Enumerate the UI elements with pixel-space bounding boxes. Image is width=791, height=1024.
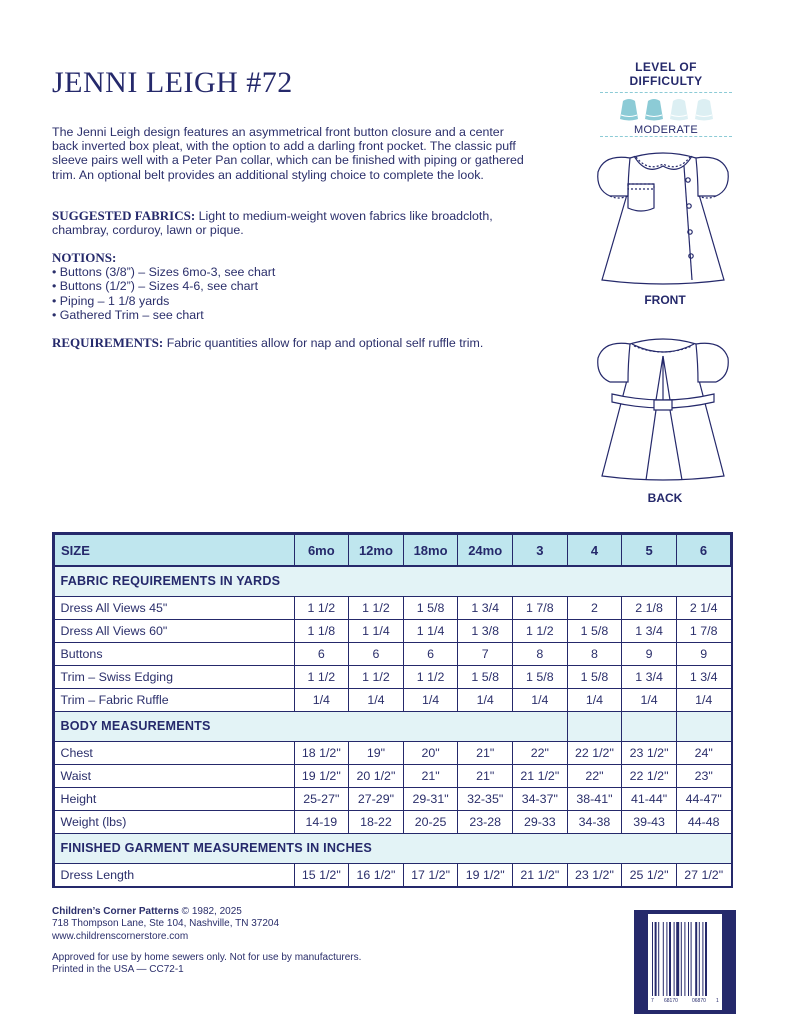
- table-cell: 1/4: [458, 688, 513, 711]
- table-cell: 8: [513, 642, 568, 665]
- notions: [52, 251, 452, 322]
- barcode-digit-right: 1: [716, 998, 719, 1004]
- table-cell: 20-25: [403, 810, 458, 833]
- table-cell: 23 1/2": [622, 741, 677, 764]
- table-cell: 1 3/4: [458, 596, 513, 619]
- table-cell: 1/4: [676, 688, 731, 711]
- back-view-illustration: [590, 330, 736, 486]
- barcode-digits-1: 68170: [664, 998, 678, 1004]
- table-cell: 1 5/8: [567, 665, 622, 688]
- section-title: BODY MEASUREMENTS: [54, 711, 567, 741]
- row-label: Chest: [54, 741, 294, 764]
- table-row: [54, 741, 731, 764]
- table-cell: 1 1/2: [349, 665, 404, 688]
- thimble-filled-icon: [643, 97, 665, 123]
- table-cell: 32-35": [458, 787, 513, 810]
- table-cell: 2 1/4: [676, 596, 731, 619]
- row-label: Trim – Fabric Ruffle: [54, 688, 294, 711]
- table-cell: 6: [349, 642, 404, 665]
- table-cell: 8: [567, 642, 622, 665]
- table-row: [54, 787, 731, 810]
- table-cell: 6: [403, 642, 458, 665]
- table-cell: 22": [513, 741, 568, 764]
- suggested-fabrics-label: SUGGESTED FABRICS:: [52, 208, 196, 223]
- table-cell: 44-48: [676, 810, 731, 833]
- table-cell: 2: [567, 596, 622, 619]
- notion-item: • Buttons (3/8”) – Sizes 6mo-3, see chart: [52, 265, 276, 280]
- address: 718 Thompson Lane, Ste 104, Nashville, TN 37204: [52, 918, 280, 930]
- copyright: © 1982, 2025: [178, 906, 242, 917]
- row-label: Buttons: [54, 642, 294, 665]
- table-cell: 25 1/2": [622, 863, 677, 886]
- size-column-header: 18mo: [403, 534, 458, 566]
- table-cell: 1 7/8: [676, 619, 731, 642]
- notion-item: • Piping – 1 1/8 yards: [52, 293, 170, 308]
- table-cell: 1 5/8: [458, 665, 513, 688]
- requirements: [52, 336, 532, 350]
- size-column-header: 5: [622, 534, 677, 566]
- table-row: [54, 596, 731, 619]
- table-cell: 22 1/2": [567, 741, 622, 764]
- table-cell: 44-47": [676, 787, 731, 810]
- table-cell: 23 1/2": [567, 863, 622, 886]
- table-cell: 21 1/2": [513, 764, 568, 787]
- table-cell: 19 1/2": [294, 764, 349, 787]
- back-view-label: BACK: [647, 491, 683, 505]
- row-label: Dress All Views 60": [54, 619, 294, 642]
- table-cell: 20": [403, 741, 458, 764]
- barcode-digit-left: 7: [651, 998, 654, 1004]
- table-cell: 1 1/2: [513, 619, 568, 642]
- table-cell: 14-19: [294, 810, 349, 833]
- usage-notice: Approved for use by home sewers only. Not for use by manufacturers.: [52, 951, 362, 963]
- size-column-header: 12mo: [349, 534, 404, 566]
- difficulty-heading: LEVEL OF DIFFICULTY: [629, 60, 703, 88]
- size-header: SIZE: [54, 534, 294, 566]
- table-cell: 9: [676, 642, 731, 665]
- section-blank-cell: [567, 711, 622, 741]
- table-cell: 18-22: [349, 810, 404, 833]
- table-cell: 25-27": [294, 787, 349, 810]
- difficulty-rating: [598, 60, 734, 137]
- table-row: [54, 619, 731, 642]
- table-cell: 1 3/4: [622, 665, 677, 688]
- table-cell: 1 1/4: [403, 619, 458, 642]
- table-row: [54, 863, 731, 886]
- row-label: Waist: [54, 764, 294, 787]
- section-header-row: [54, 566, 731, 596]
- table-cell: 1 5/8: [513, 665, 568, 688]
- row-label: Dress All Views 45": [54, 596, 294, 619]
- size-column-header: 3: [513, 534, 568, 566]
- table-cell: 1 1/2: [294, 596, 349, 619]
- table-cell: 23-28: [458, 810, 513, 833]
- difficulty-rule: [600, 92, 732, 93]
- requirements-text: Fabric quantities allow for nap and optional self ruffle trim.: [166, 336, 484, 350]
- table-cell: 9: [622, 642, 677, 665]
- notions-label: NOTIONS:: [52, 250, 117, 265]
- table-cell: 38-41": [567, 787, 622, 810]
- table-cell: 18 1/2": [294, 741, 349, 764]
- size-column-header: 6mo: [294, 534, 349, 566]
- table-cell: 34-37": [513, 787, 568, 810]
- thimble-filled-icon: [618, 97, 640, 123]
- table-cell: 1/4: [349, 688, 404, 711]
- pattern-title: JENNI LEIGH #72: [52, 66, 293, 99]
- size-header-row: [54, 534, 731, 566]
- section-blank-cell: [676, 711, 731, 741]
- table-cell: 2 1/8: [622, 596, 677, 619]
- table-cell: 1 3/4: [622, 619, 677, 642]
- notion-item: • Buttons (1/2”) – Sizes 4-6, see chart: [52, 279, 259, 294]
- front-view-label: FRONT: [644, 293, 686, 307]
- table-row: [54, 764, 731, 787]
- section-title: FINISHED GARMENT MEASUREMENTS IN INCHES: [54, 833, 731, 863]
- row-label: Height: [54, 787, 294, 810]
- size-column-header: 4: [567, 534, 622, 566]
- section-header-row: [54, 833, 731, 863]
- difficulty-level: MODERATE: [634, 124, 698, 136]
- thimble-empty-icon: [693, 97, 715, 123]
- table-cell: 1/4: [513, 688, 568, 711]
- table-cell: 21": [458, 764, 513, 787]
- table-cell: 1/4: [622, 688, 677, 711]
- table-cell: 16 1/2": [349, 863, 404, 886]
- table-cell: 27-29": [349, 787, 404, 810]
- footer: [52, 906, 361, 976]
- table-cell: 6: [294, 642, 349, 665]
- table-cell: 22": [567, 764, 622, 787]
- website: www.childrenscornerstore.com: [52, 930, 189, 942]
- company-name: Children’s Corner Patterns: [52, 906, 179, 917]
- table-cell: 1 1/2: [403, 665, 458, 688]
- table-cell: 1 5/8: [567, 619, 622, 642]
- table-cell: 27 1/2": [676, 863, 731, 886]
- table-cell: 15 1/2": [294, 863, 349, 886]
- table-cell: 21": [403, 764, 458, 787]
- thimble-scale: [598, 97, 734, 123]
- table-cell: 1 7/8: [513, 596, 568, 619]
- table-cell: 29-31": [403, 787, 458, 810]
- suggested-fabrics: [52, 209, 522, 237]
- table-cell: 1 1/4: [349, 619, 404, 642]
- print-info: Printed in the USA — CC72-1: [52, 964, 184, 976]
- table-cell: 34-38: [567, 810, 622, 833]
- notion-item: • Gathered Trim – see chart: [52, 307, 204, 322]
- front-view-illustration: [590, 132, 736, 290]
- size-column-header: 24mo: [458, 534, 513, 566]
- row-label: Trim – Swiss Edging: [54, 665, 294, 688]
- table-cell: 19 1/2": [458, 863, 513, 886]
- table-cell: 1 3/4: [676, 665, 731, 688]
- row-label: Dress Length: [54, 863, 294, 886]
- requirements-label: REQUIREMENTS:: [52, 335, 164, 350]
- table-row: [54, 665, 731, 688]
- table-cell: 1 1/2: [294, 665, 349, 688]
- barcode: [634, 910, 736, 1014]
- pattern-description: The Jenni Leigh design features an asymmetrical front button closure and a center back inverted box pleat, with the option to add a darling front pocket. The classic puff sleeve pairs well with a Peter Pan collar, which can be finished with piping or gathered trim. An optional belt provides an additional styling choice to complete the look.: [52, 125, 524, 182]
- table-cell: 1 3/8: [458, 619, 513, 642]
- table-cell: 7: [458, 642, 513, 665]
- table-cell: 1/4: [567, 688, 622, 711]
- table-cell: 20 1/2": [349, 764, 404, 787]
- table-cell: 1 5/8: [403, 596, 458, 619]
- row-label: Weight (lbs): [54, 810, 294, 833]
- section-blank-cell: [622, 711, 677, 741]
- table-cell: 29-33: [513, 810, 568, 833]
- table-cell: 1/4: [294, 688, 349, 711]
- table-cell: 1 1/2: [349, 596, 404, 619]
- table-cell: 1 1/8: [294, 619, 349, 642]
- section-header-row: [54, 711, 731, 741]
- table-row: [54, 810, 731, 833]
- table-cell: 1/4: [403, 688, 458, 711]
- table-cell: 41-44": [622, 787, 677, 810]
- table-cell: 19": [349, 741, 404, 764]
- table-row: [54, 642, 731, 665]
- table-cell: 39-43: [622, 810, 677, 833]
- barcode-digits-2: 06870: [692, 998, 706, 1004]
- table-cell: 22 1/2": [622, 764, 677, 787]
- size-chart: [53, 533, 732, 887]
- thimble-empty-icon: [668, 97, 690, 123]
- table-cell: 21 1/2": [513, 863, 568, 886]
- table-row: [54, 688, 731, 711]
- table-cell: 23": [676, 764, 731, 787]
- size-column-header: 6: [676, 534, 731, 566]
- table-cell: 21": [458, 741, 513, 764]
- suggested-fabrics-text: Light to medium-weight woven fabrics like broadcloth, chambray, corduroy, lawn or pique.: [52, 209, 493, 238]
- section-title: FABRIC REQUIREMENTS IN YARDS: [54, 566, 731, 596]
- table-cell: 24": [676, 741, 731, 764]
- table-cell: 17 1/2": [403, 863, 458, 886]
